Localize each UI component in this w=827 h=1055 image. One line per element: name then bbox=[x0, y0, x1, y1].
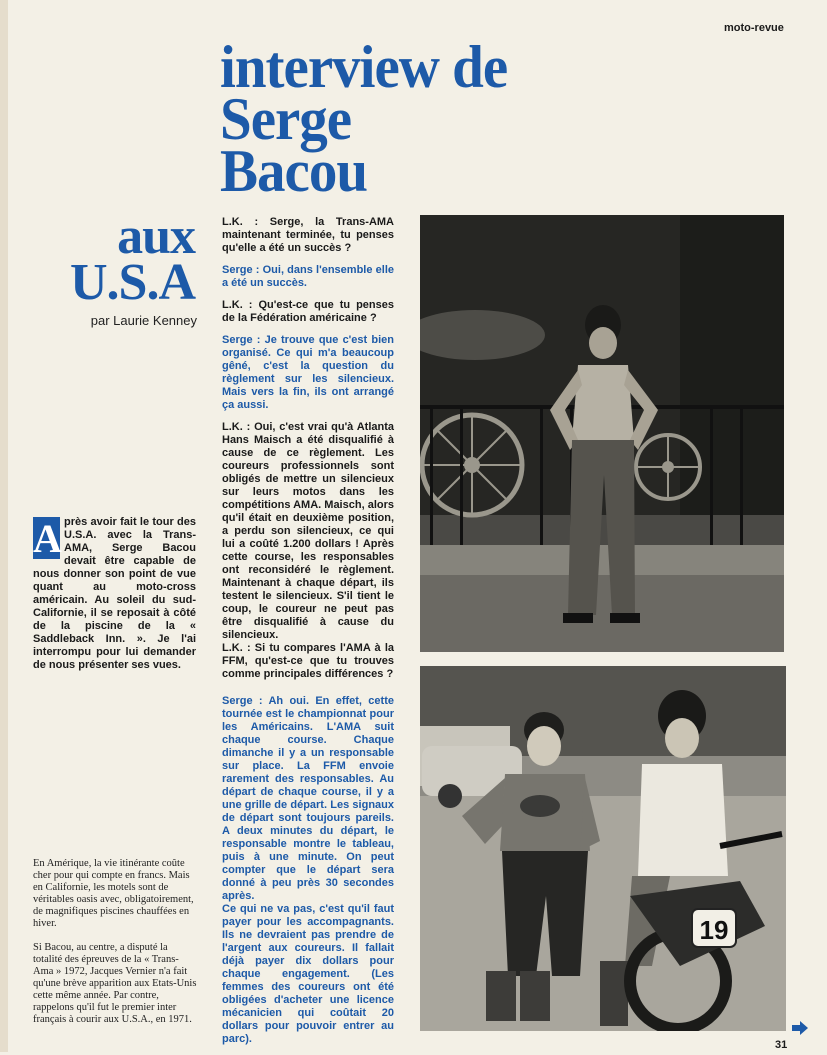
photo-caption-2: Si Bacou, au centre, a disputé la totalité des épreuves de la « Trans-Ama » 1972, Jacques Vernier n'a fait qu'une brève apparition aux Etats-Unis cette même année. Par contre, rappelons qu'il fut le premier inter français à courir aux U.S.A., en 1971. bbox=[33, 942, 197, 1025]
title-line-3: Bacou bbox=[220, 138, 368, 205]
answer: Serge : Ah oui. En effet, cette tournée est le championnat pour les Américains. L'AMA suit chaque course. Chaque dimanche il y a un responsable sur place. La FFM envoie rarement des responsables. Au départ de chaque course, il y a une grille de départ. Les signaux de départ sont toujours pareils. A deux minutes du départ, le responsable montre le tableau, puis à une minute. On peut compter que le départ sera donné à peu près 30 secondes après. bbox=[222, 695, 394, 902]
interview-column bbox=[222, 216, 394, 1055]
title-line-2: Serge bbox=[220, 86, 352, 153]
answer: Ce qui ne va pas, c'est qu'il faut payer pour les accompagnants. Ils ne devraient pas prendre de l'argent aux coureurs. Il fallait déjà payer dix dollars pour chaque engagement. (Les femmes des coureurs ont été obligées d'acheter une licence mécanicien qui coûtait 20 dollars pour pouvoir entrer au parc). bbox=[222, 903, 394, 1045]
question: L.K. : Oui, c'est vrai qu'à Atlanta Hans Maisch a été disqualifié à cause de ce règlement. Les coureurs professionnels sont obligés de mettre un silencieux sur leurs motos dans les compétitions AMA. Maisch, alors qu'il était en deuxième position, a perdu son silencieux, ce qui lui a coûté 1.200 dollars ! Après cette course, les responsables ont reconsidéré le règlement. Maintenant à chaque départ, ils testent le silencieux. S'il tient le coup, le coureur ne peut pas être disqualifié à cause du silencieux. bbox=[222, 421, 394, 641]
dropcap: A bbox=[33, 516, 62, 561]
answer: Serge : Je trouve que c'est bien organisé. Ce qui m'a beaucoup gêné, c'est la question du règlement sur les silencieux. Mais vers la fin, ils ont arrangé ça aussi. bbox=[222, 334, 394, 411]
photo-serge-motel-image bbox=[420, 215, 784, 652]
question: L.K. : Serge, la Trans-AMA maintenant terminée, tu penses qu'elle a été un succès ? bbox=[222, 216, 394, 254]
byline: par Laurie Kenney bbox=[90, 313, 197, 328]
magazine-name: moto-revue bbox=[724, 22, 784, 34]
photo-serge-motel bbox=[420, 215, 784, 652]
photo-bacou-vernier-image bbox=[420, 666, 786, 1031]
title-line-1: interview de bbox=[220, 34, 508, 101]
question: L.K. : Qu'est-ce que tu penses de la Fédération américaine ? bbox=[222, 299, 394, 324]
question: L.K. : Si tu compares l'AMA à la FFM, qu'est-ce que tu trouves comme principales différences ? bbox=[222, 642, 394, 680]
answer: Serge : Oui, dans l'ensemble elle a été un succès. bbox=[222, 264, 394, 289]
subtitle-line-2: U.S.A bbox=[69, 254, 195, 311]
page-number: 31 bbox=[775, 1039, 788, 1051]
intro-paragraph bbox=[33, 516, 196, 672]
photo-caption-1: En Amérique, la vie itinérante coûte cher pour qui compte en francs. Mais en Californie, les motels sont de véritables oasis avec, obligatoirement, de magnifiques piscines chauffées en hiver. bbox=[33, 858, 194, 929]
continue-arrow-icon bbox=[791, 1020, 809, 1036]
intro-text: près avoir fait le tour des U.S.A. avec la Trans-AMA, Serge Bacou devait être capable de nous donner son point de vue quant au moto-cross américain. Au soleil du sud-Californie, il se reposait à côté de la piscine de la « Saddleback Inn. ». Je l'ai interrompu pour lui demander de nous présenter ses vues. bbox=[33, 516, 196, 671]
page-edge bbox=[0, 0, 8, 1052]
race-number: 19 bbox=[699, 915, 729, 945]
photo-bacou-vernier bbox=[420, 666, 786, 1031]
subtitle-line-1: aux bbox=[117, 208, 195, 265]
